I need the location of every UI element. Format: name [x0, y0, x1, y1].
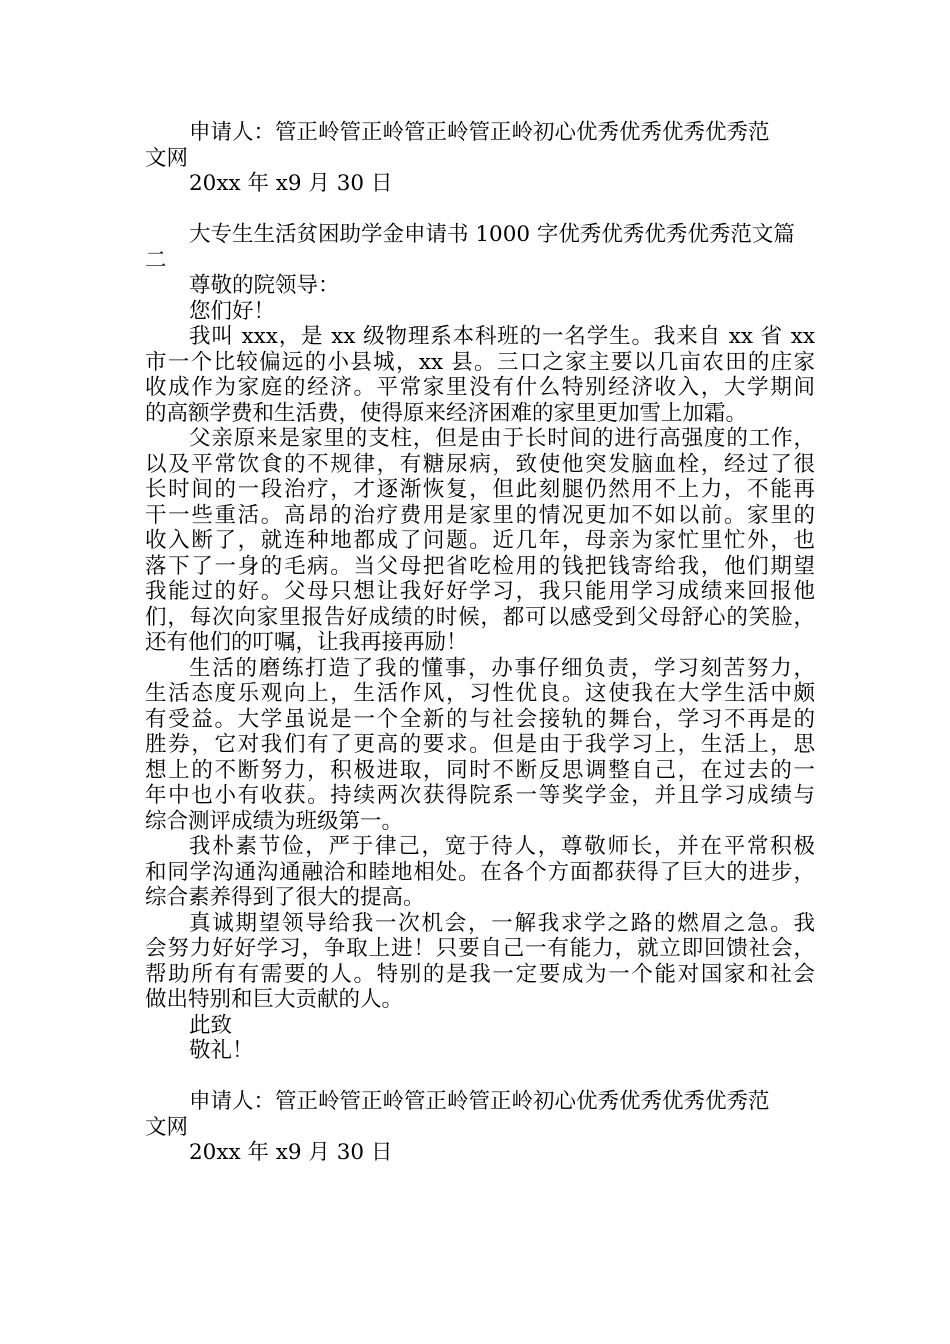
- paragraph-line: 们，每次向家里报告好成绩的时候，都可以感受到父母舒心的笑脸，: [145, 604, 815, 630]
- signature-block-top: [145, 120, 815, 197]
- document-page: [145, 120, 815, 1166]
- paragraph-line: 想上的不断努力，积极进取，同时不断反思调整自己，在过去的一: [145, 757, 815, 783]
- paragraph-line: 父亲原来是家里的支柱，但是由于长时间的进行高强度的工作，: [189, 426, 815, 451]
- paragraph-line: 干一些重活。高昂的治疗费用是家里的情况更加不如以前。家里的: [145, 502, 815, 528]
- spacer: [145, 1064, 815, 1090]
- date-line: 20xx 年 x9 月 30 日: [189, 171, 393, 196]
- closing-salute: 敬礼！: [189, 1038, 254, 1063]
- paragraph-line: 生活的磨练打造了我的懂事，办事仔细负责，学习刻苦努力，: [189, 655, 815, 681]
- paragraph: [145, 656, 815, 835]
- signature-block-bottom: [145, 1089, 815, 1166]
- paragraph-line: 生活态度乐观向上，生活作风，习性优良。这使我在大学生活中颇: [145, 681, 815, 706]
- paragraph: [145, 834, 815, 911]
- paragraph-line: 会努力好好学习，争取上进！只要自己一有能力，就立即回馈社会，: [145, 936, 815, 961]
- paragraph-line: 收成作为家庭的经济。平常家里没有什么特别经济收入，大学期间: [145, 375, 815, 400]
- applicant-line: 申请人：管正岭管正岭管正岭管正岭初心优秀优秀优秀优秀范: [189, 1089, 770, 1114]
- section-title-line: 大专生生活贫困助学金申请书 1000 字优秀优秀优秀优秀范文篇: [189, 222, 795, 247]
- paragraph-line: 帮助所有有需要的人。特别的是我一定要成为一个能对国家和社会: [145, 961, 815, 987]
- paragraph-line: 综合测评成绩为班级第一。: [145, 808, 404, 834]
- paragraph-line: 我能过的好。父母只想让我好好学习，我只能用学习成绩来回报他: [145, 579, 815, 604]
- paragraph-line: 长时间的一段治疗，才逐渐恢复，但此刻腿仍然用不上力，不能再: [145, 477, 815, 502]
- paragraph-line: 真诚期望领导给我一次机会，一解我求学之路的燃眉之急。我: [189, 910, 815, 936]
- paragraph-line: 做出特别和巨大贡献的人。: [145, 987, 404, 1012]
- paragraph-line: 有受益。大学虽说是一个全新的与社会接轨的舞台，学习不再是的: [145, 706, 815, 732]
- date-line: 20xx 年 x9 月 30 日: [189, 1140, 393, 1165]
- letter-body: [145, 324, 815, 1013]
- paragraph-line: 综合素养得到了很大的提高。: [145, 885, 425, 910]
- section-title-line-cont: 二: [145, 247, 167, 273]
- paragraph-line: 的高额学费和生活费，使得原来经济困难的家里更加雪上加霜。: [145, 400, 748, 426]
- paragraph-line: 收入断了，就连种地都成了问题。近几年，母亲为家忙里忙外，也: [145, 528, 815, 553]
- paragraph-line: 胜券，它对我们有了更高的要求。但是由于我学习上，生活上，思: [145, 732, 815, 757]
- paragraph-line: 我叫 xxx，是 xx 级物理系本科班的一名学生。我来自 xx 省 xx: [189, 324, 815, 349]
- closing-line: 此致: [189, 1012, 233, 1038]
- paragraph-line: 年中也小有收获。持续两次获得院系一等奖学金，并且学习成绩与: [145, 783, 815, 808]
- paragraph-line: 市一个比较偏远的小县城，xx 县。三口之家主要以几亩农田的庄家: [145, 349, 815, 375]
- paragraph-line: 和同学沟通沟通融洽和睦地相处。在各个方面都获得了巨大的进步，: [145, 859, 815, 885]
- paragraph-line: 我朴素节俭，严于律己，宽于待人，尊敬师长，并在平常积极: [189, 834, 815, 859]
- applicant-line-cont: 文网: [145, 1114, 189, 1140]
- paragraph-line: 还有他们的叮嘱，让我再接再励！: [145, 630, 468, 655]
- salutation: 尊敬的院领导：: [189, 273, 340, 298]
- spacer: [145, 197, 815, 223]
- paragraph-line: 落下了一身的毛病。当父母把省吃检用的钱把钱寄给我，他们期望: [145, 553, 815, 579]
- applicant-line: 申请人：管正岭管正岭管正岭管正岭初心优秀优秀优秀优秀范: [189, 120, 770, 145]
- greeting: 您们好！: [189, 298, 276, 324]
- paragraph: [145, 911, 815, 1013]
- paragraph-line: 以及平常饮食的不规律，有糖尿病，致使他突发脑血栓，经过了很: [145, 451, 815, 477]
- paragraph: [145, 426, 815, 656]
- section-title: [145, 222, 815, 273]
- paragraph: [145, 324, 815, 426]
- applicant-line-cont: 文网: [145, 145, 189, 171]
